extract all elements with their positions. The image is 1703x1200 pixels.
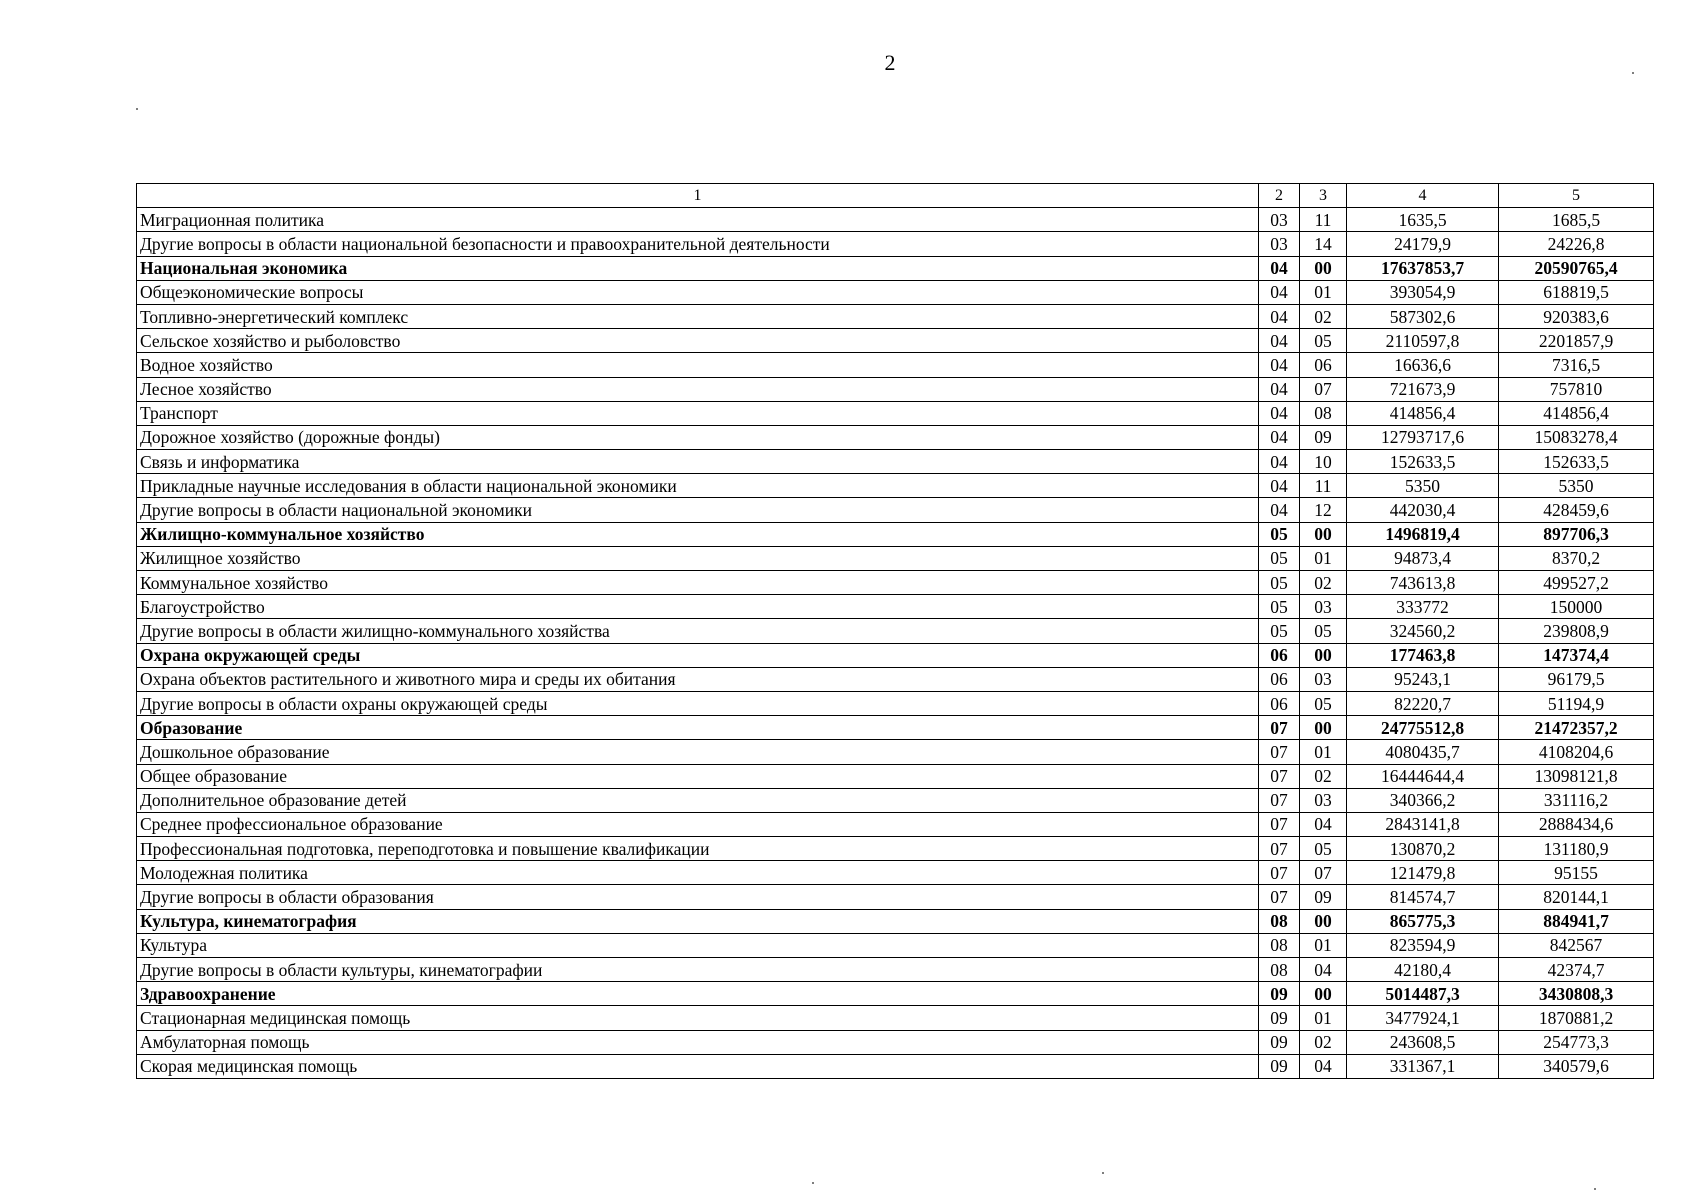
row-subsection-code-cell: 00 bbox=[1300, 256, 1347, 280]
row-name-cell: Общеэкономические вопросы bbox=[137, 280, 1259, 304]
table-row bbox=[137, 280, 1654, 304]
row-subsection-code-cell: 00 bbox=[1300, 522, 1347, 546]
table-row bbox=[137, 958, 1654, 982]
row-subsection-code-cell: 07 bbox=[1300, 377, 1347, 401]
row-subsection-code-cell: 05 bbox=[1300, 329, 1347, 353]
row-subsection-code-cell: 04 bbox=[1300, 812, 1347, 836]
row-amount-col4-cell: 17637853,7 bbox=[1347, 256, 1499, 280]
row-amount-col5-cell: 331116,2 bbox=[1499, 788, 1654, 812]
row-amount-col4-cell: 721673,9 bbox=[1347, 377, 1499, 401]
row-amount-col4-cell: 865775,3 bbox=[1347, 909, 1499, 933]
table-row bbox=[137, 425, 1654, 449]
row-amount-col4-cell: 24775512,8 bbox=[1347, 716, 1499, 740]
row-name-cell: Топливно-энергетический комплекс bbox=[137, 304, 1259, 328]
row-amount-col5-cell: 499527,2 bbox=[1499, 571, 1654, 595]
row-section-code-cell: 06 bbox=[1259, 691, 1300, 715]
table-row bbox=[137, 982, 1654, 1006]
scan-speck bbox=[1102, 1172, 1104, 1174]
row-section-code-cell: 04 bbox=[1259, 304, 1300, 328]
row-amount-col4-cell: 331367,1 bbox=[1347, 1054, 1499, 1078]
table-row bbox=[137, 837, 1654, 861]
row-amount-col5-cell: 152633,5 bbox=[1499, 450, 1654, 474]
row-subsection-code-cell: 08 bbox=[1300, 401, 1347, 425]
row-section-code-cell: 07 bbox=[1259, 812, 1300, 836]
table-row bbox=[137, 740, 1654, 764]
row-section-code-cell: 04 bbox=[1259, 353, 1300, 377]
row-amount-col5-cell: 897706,3 bbox=[1499, 522, 1654, 546]
page-number: 2 bbox=[884, 50, 896, 75]
table-body bbox=[137, 208, 1654, 1079]
header-cell-4: 4 bbox=[1347, 184, 1499, 208]
row-section-code-cell: 04 bbox=[1259, 329, 1300, 353]
row-section-code-cell: 05 bbox=[1259, 595, 1300, 619]
row-amount-col5-cell: 2201857,9 bbox=[1499, 329, 1654, 353]
row-name-cell: Сельское хозяйство и рыболовство bbox=[137, 329, 1259, 353]
row-name-cell: Жилищное хозяйство bbox=[137, 546, 1259, 570]
row-amount-col5-cell: 5350 bbox=[1499, 474, 1654, 498]
row-subsection-code-cell: 01 bbox=[1300, 280, 1347, 304]
row-subsection-code-cell: 00 bbox=[1300, 982, 1347, 1006]
row-amount-col4-cell: 2843141,8 bbox=[1347, 812, 1499, 836]
row-section-code-cell: 09 bbox=[1259, 982, 1300, 1006]
row-section-code-cell: 04 bbox=[1259, 280, 1300, 304]
row-amount-col4-cell: 94873,4 bbox=[1347, 546, 1499, 570]
table-row bbox=[137, 909, 1654, 933]
row-amount-col5-cell: 757810 bbox=[1499, 377, 1654, 401]
row-amount-col5-cell: 414856,4 bbox=[1499, 401, 1654, 425]
row-section-code-cell: 07 bbox=[1259, 764, 1300, 788]
row-amount-col4-cell: 42180,4 bbox=[1347, 958, 1499, 982]
table-row bbox=[137, 232, 1654, 256]
row-section-code-cell: 04 bbox=[1259, 498, 1300, 522]
row-name-cell: Скорая медицинская помощь bbox=[137, 1054, 1259, 1078]
row-amount-col4-cell: 5014487,3 bbox=[1347, 982, 1499, 1006]
table-row bbox=[137, 716, 1654, 740]
row-subsection-code-cell: 01 bbox=[1300, 546, 1347, 570]
row-amount-col5-cell: 884941,7 bbox=[1499, 909, 1654, 933]
row-name-cell: Культура bbox=[137, 933, 1259, 957]
table-row bbox=[137, 571, 1654, 595]
table-row bbox=[137, 764, 1654, 788]
row-name-cell: Дополнительное образование детей bbox=[137, 788, 1259, 812]
row-amount-col5-cell: 20590765,4 bbox=[1499, 256, 1654, 280]
row-section-code-cell: 07 bbox=[1259, 788, 1300, 812]
row-section-code-cell: 07 bbox=[1259, 837, 1300, 861]
row-name-cell: Водное хозяйство bbox=[137, 353, 1259, 377]
row-amount-col5-cell: 21472357,2 bbox=[1499, 716, 1654, 740]
row-amount-col4-cell: 130870,2 bbox=[1347, 837, 1499, 861]
row-subsection-code-cell: 01 bbox=[1300, 933, 1347, 957]
row-section-code-cell: 06 bbox=[1259, 667, 1300, 691]
row-amount-col5-cell: 15083278,4 bbox=[1499, 425, 1654, 449]
table-row bbox=[137, 788, 1654, 812]
row-amount-col4-cell: 1635,5 bbox=[1347, 208, 1499, 232]
row-section-code-cell: 09 bbox=[1259, 1030, 1300, 1054]
row-name-cell: Другие вопросы в области национальной безопасности и правоохранительной деятельности bbox=[137, 232, 1259, 256]
row-subsection-code-cell: 14 bbox=[1300, 232, 1347, 256]
row-name-cell: Прикладные научные исследования в области национальной экономики bbox=[137, 474, 1259, 498]
table-row bbox=[137, 812, 1654, 836]
row-amount-col5-cell: 13098121,8 bbox=[1499, 764, 1654, 788]
row-name-cell: Другие вопросы в области жилищно-коммунального хозяйства bbox=[137, 619, 1259, 643]
row-amount-col5-cell: 842567 bbox=[1499, 933, 1654, 957]
row-section-code-cell: 04 bbox=[1259, 377, 1300, 401]
row-section-code-cell: 04 bbox=[1259, 474, 1300, 498]
table-row bbox=[137, 885, 1654, 909]
row-name-cell: Лесное хозяйство bbox=[137, 377, 1259, 401]
row-amount-col5-cell: 239808,9 bbox=[1499, 619, 1654, 643]
row-amount-col4-cell: 414856,4 bbox=[1347, 401, 1499, 425]
row-subsection-code-cell: 11 bbox=[1300, 208, 1347, 232]
table-row bbox=[137, 498, 1654, 522]
row-section-code-cell: 07 bbox=[1259, 861, 1300, 885]
row-amount-col4-cell: 82220,7 bbox=[1347, 691, 1499, 715]
table-row bbox=[137, 474, 1654, 498]
row-subsection-code-cell: 01 bbox=[1300, 1006, 1347, 1030]
row-amount-col5-cell: 1685,5 bbox=[1499, 208, 1654, 232]
row-amount-col4-cell: 12793717,6 bbox=[1347, 425, 1499, 449]
row-subsection-code-cell: 04 bbox=[1300, 958, 1347, 982]
row-section-code-cell: 09 bbox=[1259, 1054, 1300, 1078]
row-section-code-cell: 08 bbox=[1259, 909, 1300, 933]
row-section-code-cell: 05 bbox=[1259, 546, 1300, 570]
header-cell-3: 3 bbox=[1300, 184, 1347, 208]
row-amount-col4-cell: 152633,5 bbox=[1347, 450, 1499, 474]
row-section-code-cell: 05 bbox=[1259, 619, 1300, 643]
row-section-code-cell: 09 bbox=[1259, 1006, 1300, 1030]
row-amount-col4-cell: 814574,7 bbox=[1347, 885, 1499, 909]
row-name-cell: Образование bbox=[137, 716, 1259, 740]
row-subsection-code-cell: 07 bbox=[1300, 861, 1347, 885]
row-amount-col4-cell: 243608,5 bbox=[1347, 1030, 1499, 1054]
row-amount-col5-cell: 24226,8 bbox=[1499, 232, 1654, 256]
row-amount-col4-cell: 393054,9 bbox=[1347, 280, 1499, 304]
table-row bbox=[137, 377, 1654, 401]
row-subsection-code-cell: 00 bbox=[1300, 909, 1347, 933]
row-subsection-code-cell: 04 bbox=[1300, 1054, 1347, 1078]
row-amount-col5-cell: 820144,1 bbox=[1499, 885, 1654, 909]
row-subsection-code-cell: 03 bbox=[1300, 667, 1347, 691]
table-row bbox=[137, 1006, 1654, 1030]
row-amount-col5-cell: 340579,6 bbox=[1499, 1054, 1654, 1078]
row-subsection-code-cell: 10 bbox=[1300, 450, 1347, 474]
row-subsection-code-cell: 00 bbox=[1300, 643, 1347, 667]
row-section-code-cell: 04 bbox=[1259, 256, 1300, 280]
scan-speck bbox=[136, 108, 138, 110]
row-name-cell: Охрана окружающей среды bbox=[137, 643, 1259, 667]
row-name-cell: Благоустройство bbox=[137, 595, 1259, 619]
row-amount-col4-cell: 743613,8 bbox=[1347, 571, 1499, 595]
row-subsection-code-cell: 03 bbox=[1300, 595, 1347, 619]
row-amount-col4-cell: 16444644,4 bbox=[1347, 764, 1499, 788]
row-amount-col4-cell: 95243,1 bbox=[1347, 667, 1499, 691]
row-amount-col4-cell: 5350 bbox=[1347, 474, 1499, 498]
row-amount-col4-cell: 4080435,7 bbox=[1347, 740, 1499, 764]
row-subsection-code-cell: 02 bbox=[1300, 1030, 1347, 1054]
row-section-code-cell: 08 bbox=[1259, 933, 1300, 957]
row-name-cell: Общее образование bbox=[137, 764, 1259, 788]
row-name-cell: Другие вопросы в области национальной экономики bbox=[137, 498, 1259, 522]
row-subsection-code-cell: 06 bbox=[1300, 353, 1347, 377]
row-subsection-code-cell: 11 bbox=[1300, 474, 1347, 498]
row-amount-col5-cell: 1870881,2 bbox=[1499, 1006, 1654, 1030]
row-amount-col5-cell: 150000 bbox=[1499, 595, 1654, 619]
table-row bbox=[137, 1054, 1654, 1078]
row-amount-col4-cell: 587302,6 bbox=[1347, 304, 1499, 328]
row-name-cell: Дошкольное образование bbox=[137, 740, 1259, 764]
row-name-cell: Амбулаторная помощь bbox=[137, 1030, 1259, 1054]
scan-speck bbox=[1594, 1188, 1596, 1190]
header-cell-5: 5 bbox=[1499, 184, 1654, 208]
row-name-cell: Культура, кинематография bbox=[137, 909, 1259, 933]
row-amount-col5-cell: 618819,5 bbox=[1499, 280, 1654, 304]
row-section-code-cell: 04 bbox=[1259, 401, 1300, 425]
row-amount-col5-cell: 131180,9 bbox=[1499, 837, 1654, 861]
row-section-code-cell: 06 bbox=[1259, 643, 1300, 667]
row-name-cell: Транспорт bbox=[137, 401, 1259, 425]
row-amount-col5-cell: 95155 bbox=[1499, 861, 1654, 885]
table-row bbox=[137, 691, 1654, 715]
table-row bbox=[137, 546, 1654, 570]
table-row bbox=[137, 401, 1654, 425]
row-amount-col4-cell: 442030,4 bbox=[1347, 498, 1499, 522]
row-name-cell: Жилищно-коммунальное хозяйство bbox=[137, 522, 1259, 546]
row-subsection-code-cell: 02 bbox=[1300, 764, 1347, 788]
row-amount-col4-cell: 333772 bbox=[1347, 595, 1499, 619]
header-row bbox=[137, 184, 1654, 208]
table-row bbox=[137, 353, 1654, 377]
row-name-cell: Охрана объектов растительного и животного мира и среды их обитания bbox=[137, 667, 1259, 691]
row-section-code-cell: 04 bbox=[1259, 450, 1300, 474]
row-subsection-code-cell: 02 bbox=[1300, 571, 1347, 595]
table-row bbox=[137, 643, 1654, 667]
table-row bbox=[137, 329, 1654, 353]
row-amount-col4-cell: 177463,8 bbox=[1347, 643, 1499, 667]
row-name-cell: Здравоохранение bbox=[137, 982, 1259, 1006]
budget-table bbox=[136, 183, 1654, 1079]
table-row bbox=[137, 450, 1654, 474]
row-amount-col5-cell: 147374,4 bbox=[1499, 643, 1654, 667]
row-section-code-cell: 04 bbox=[1259, 425, 1300, 449]
row-section-code-cell: 03 bbox=[1259, 232, 1300, 256]
header-cell-1: 1 bbox=[137, 184, 1259, 208]
row-name-cell: Национальная экономика bbox=[137, 256, 1259, 280]
row-amount-col4-cell: 324560,2 bbox=[1347, 619, 1499, 643]
row-amount-col5-cell: 920383,6 bbox=[1499, 304, 1654, 328]
table-row bbox=[137, 933, 1654, 957]
scan-speck bbox=[1632, 72, 1634, 74]
row-section-code-cell: 05 bbox=[1259, 522, 1300, 546]
table-row bbox=[137, 522, 1654, 546]
table-row bbox=[137, 667, 1654, 691]
scan-speck bbox=[812, 1182, 814, 1184]
row-name-cell: Среднее профессиональное образование bbox=[137, 812, 1259, 836]
table-row bbox=[137, 304, 1654, 328]
table-row bbox=[137, 861, 1654, 885]
header-cell-2: 2 bbox=[1259, 184, 1300, 208]
row-amount-col5-cell: 3430808,3 bbox=[1499, 982, 1654, 1006]
row-name-cell: Стационарная медицинская помощь bbox=[137, 1006, 1259, 1030]
table-row bbox=[137, 1030, 1654, 1054]
table-row bbox=[137, 256, 1654, 280]
row-amount-col4-cell: 16636,6 bbox=[1347, 353, 1499, 377]
row-amount-col5-cell: 8370,2 bbox=[1499, 546, 1654, 570]
row-name-cell: Молодежная политика bbox=[137, 861, 1259, 885]
row-subsection-code-cell: 12 bbox=[1300, 498, 1347, 522]
row-amount-col4-cell: 3477924,1 bbox=[1347, 1006, 1499, 1030]
table-row bbox=[137, 619, 1654, 643]
row-amount-col5-cell: 254773,3 bbox=[1499, 1030, 1654, 1054]
row-name-cell: Дорожное хозяйство (дорожные фонды) bbox=[137, 425, 1259, 449]
table-row bbox=[137, 595, 1654, 619]
row-section-code-cell: 08 bbox=[1259, 958, 1300, 982]
row-amount-col5-cell: 7316,5 bbox=[1499, 353, 1654, 377]
row-amount-col4-cell: 2110597,8 bbox=[1347, 329, 1499, 353]
row-name-cell: Другие вопросы в области культуры, кинематографии bbox=[137, 958, 1259, 982]
row-amount-col4-cell: 1496819,4 bbox=[1347, 522, 1499, 546]
row-amount-col4-cell: 340366,2 bbox=[1347, 788, 1499, 812]
row-subsection-code-cell: 05 bbox=[1300, 691, 1347, 715]
row-name-cell: Другие вопросы в области охраны окружающей среды bbox=[137, 691, 1259, 715]
row-section-code-cell: 05 bbox=[1259, 571, 1300, 595]
row-amount-col5-cell: 51194,9 bbox=[1499, 691, 1654, 715]
row-subsection-code-cell: 05 bbox=[1300, 837, 1347, 861]
row-section-code-cell: 07 bbox=[1259, 716, 1300, 740]
row-subsection-code-cell: 03 bbox=[1300, 788, 1347, 812]
row-amount-col5-cell: 2888434,6 bbox=[1499, 812, 1654, 836]
row-amount-col5-cell: 42374,7 bbox=[1499, 958, 1654, 982]
row-amount-col4-cell: 823594,9 bbox=[1347, 933, 1499, 957]
row-section-code-cell: 03 bbox=[1259, 208, 1300, 232]
row-name-cell: Профессиональная подготовка, переподготовка и повышение квалификации bbox=[137, 837, 1259, 861]
row-subsection-code-cell: 01 bbox=[1300, 740, 1347, 764]
row-amount-col5-cell: 96179,5 bbox=[1499, 667, 1654, 691]
row-subsection-code-cell: 09 bbox=[1300, 885, 1347, 909]
row-subsection-code-cell: 05 bbox=[1300, 619, 1347, 643]
row-amount-col5-cell: 428459,6 bbox=[1499, 498, 1654, 522]
row-name-cell: Коммунальное хозяйство bbox=[137, 571, 1259, 595]
row-subsection-code-cell: 09 bbox=[1300, 425, 1347, 449]
row-amount-col4-cell: 121479,8 bbox=[1347, 861, 1499, 885]
row-amount-col5-cell: 4108204,6 bbox=[1499, 740, 1654, 764]
row-name-cell: Миграционная политика bbox=[137, 208, 1259, 232]
row-name-cell: Связь и информатика bbox=[137, 450, 1259, 474]
row-amount-col4-cell: 24179,9 bbox=[1347, 232, 1499, 256]
row-name-cell: Другие вопросы в области образования bbox=[137, 885, 1259, 909]
row-subsection-code-cell: 00 bbox=[1300, 716, 1347, 740]
row-section-code-cell: 07 bbox=[1259, 740, 1300, 764]
row-section-code-cell: 07 bbox=[1259, 885, 1300, 909]
row-subsection-code-cell: 02 bbox=[1300, 304, 1347, 328]
table-row bbox=[137, 208, 1654, 232]
